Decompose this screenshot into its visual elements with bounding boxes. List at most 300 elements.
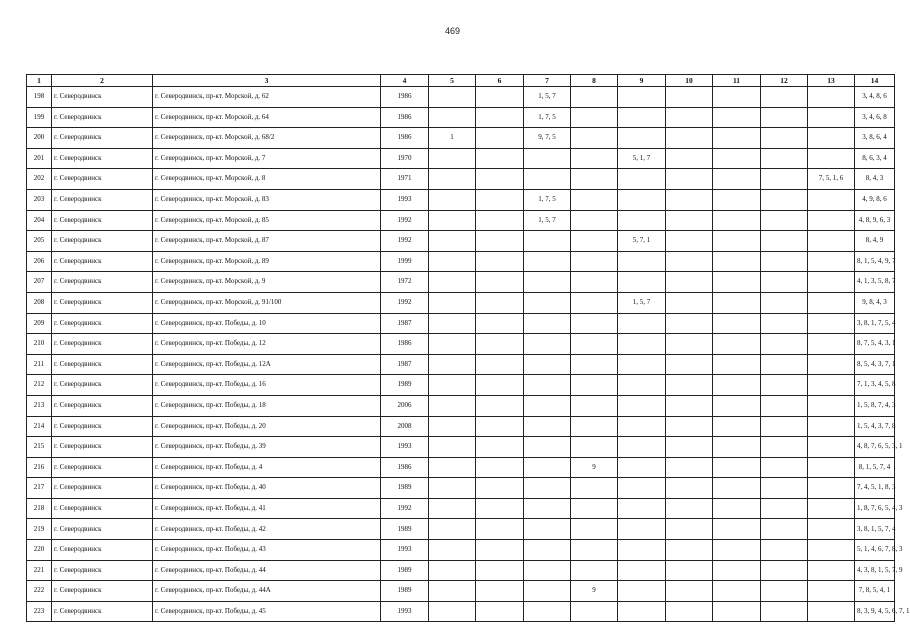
table-row [27,210,895,231]
col-11-value-cell [713,498,761,519]
col-8-value-cell [571,292,618,313]
col-12-value-cell [761,313,808,334]
year-built-cell: 1986 [381,128,429,149]
col-10-value-cell [666,210,713,231]
col-7-value-cell [524,416,571,437]
col-7-value-cell [524,231,571,252]
col-9-value-cell [618,313,666,334]
col-12-value-cell [761,437,808,458]
col-11-value-cell [713,210,761,231]
col-9-value-cell [618,189,666,210]
col-5-value-cell [429,292,476,313]
col-11-value-cell [713,189,761,210]
col-11-value-cell [713,313,761,334]
col-11-value-cell [713,354,761,375]
row-number-cell: 210 [27,334,52,355]
col-13-value-cell [808,478,855,499]
settlement-cell: г. Северодвинск [52,169,153,190]
col-10-value-cell [666,457,713,478]
col-14-value-cell: 8, 5, 4, 3, 7, 1 [855,354,895,375]
col-7-value-cell [524,251,571,272]
address-cell: г. Северодвинск, пр-кт. Победы, д. 4 [153,457,381,478]
settlement-cell: г. Северодвинск [52,231,153,252]
address-cell: г. Северодвинск, пр-кт. Морской, д. 8 [153,169,381,190]
table-row [27,498,895,519]
column-header: 5 [429,75,476,87]
col-14-value-cell: 9, 8, 4, 3 [855,292,895,313]
row-number-cell: 219 [27,519,52,540]
year-built-cell: 1972 [381,272,429,293]
col-7-value-cell [524,519,571,540]
address-cell: г. Северодвинск, пр-кт. Морской, д. 83 [153,189,381,210]
row-number-cell: 201 [27,148,52,169]
col-5-value-cell [429,540,476,561]
col-8-value-cell [571,231,618,252]
col-14-value-cell: 4, 3, 8, 1, 5, 7, 9 [855,560,895,581]
col-8-value-cell [571,148,618,169]
col-9-value-cell [618,498,666,519]
address-cell: г. Северодвинск, пр-кт. Морской, д. 91/100 [153,292,381,313]
col-9-value-cell [618,581,666,602]
col-11-value-cell [713,560,761,581]
col-8-value-cell [571,210,618,231]
column-header: 6 [476,75,524,87]
col-7-value-cell: 9, 7, 5 [524,128,571,149]
col-10-value-cell [666,334,713,355]
col-13-value-cell [808,251,855,272]
col-10-value-cell [666,107,713,128]
col-6-value-cell [476,519,524,540]
year-built-cell: 2006 [381,395,429,416]
row-number-cell: 202 [27,169,52,190]
col-12-value-cell [761,498,808,519]
col-13-value-cell [808,128,855,149]
col-9-value-cell [618,87,666,108]
col-10-value-cell [666,128,713,149]
column-header: 4 [381,75,429,87]
col-14-value-cell: 3, 8, 1, 7, 5, 4 [855,313,895,334]
col-12-value-cell [761,189,808,210]
col-11-value-cell [713,148,761,169]
table-row [27,354,895,375]
col-11-value-cell [713,87,761,108]
table-row [27,251,895,272]
col-12-value-cell [761,416,808,437]
col-11-value-cell [713,107,761,128]
col-10-value-cell [666,581,713,602]
col-6-value-cell [476,498,524,519]
col-14-value-cell: 8, 6, 3, 4 [855,148,895,169]
column-header: 10 [666,75,713,87]
col-5-value-cell [429,189,476,210]
col-7-value-cell [524,313,571,334]
address-cell: г. Северодвинск, пр-кт. Победы, д. 18 [153,395,381,416]
col-13-value-cell [808,189,855,210]
row-number-cell: 217 [27,478,52,499]
col-12-value-cell [761,395,808,416]
col-12-value-cell [761,231,808,252]
col-13-value-cell [808,498,855,519]
col-14-value-cell: 4, 1, 3, 5, 8, 7 [855,272,895,293]
col-10-value-cell [666,272,713,293]
housing-register-table [26,74,910,622]
address-cell: г. Северодвинск, пр-кт. Победы, д. 16 [153,375,381,396]
col-13-value-cell [808,416,855,437]
col-12-value-cell [761,107,808,128]
col-12-value-cell [761,581,808,602]
col-12-value-cell [761,560,808,581]
year-built-cell: 1993 [381,189,429,210]
col-14-value-cell: 7, 1, 3, 4, 5, 8 [855,375,895,396]
col-5-value-cell [429,272,476,293]
col-13-value-cell [808,292,855,313]
address-cell: г. Северодвинск, пр-кт. Победы, д. 10 [153,313,381,334]
col-7-value-cell [524,437,571,458]
settlement-cell: г. Северодвинск [52,107,153,128]
col-7-value-cell [524,457,571,478]
col-14-value-cell: 8, 4, 3 [855,169,895,190]
col-9-value-cell [618,437,666,458]
col-13-value-cell [808,437,855,458]
col-11-value-cell [713,416,761,437]
col-8-value-cell [571,128,618,149]
address-cell: г. Северодвинск, пр-кт. Победы, д. 44А [153,581,381,602]
col-12-value-cell [761,354,808,375]
col-14-value-cell: 7, 4, 5, 1, 8, 3 [855,478,895,499]
col-10-value-cell [666,189,713,210]
table-row [27,313,895,334]
col-8-value-cell [571,87,618,108]
col-10-value-cell [666,148,713,169]
settlement-cell: г. Северодвинск [52,210,153,231]
col-11-value-cell [713,272,761,293]
col-14-value-cell: 4, 8, 7, 6, 5, 3, 1 [855,437,895,458]
col-7-value-cell: 1, 7, 5 [524,107,571,128]
col-10-value-cell [666,478,713,499]
col-9-value-cell [618,457,666,478]
table-row [27,478,895,499]
col-13-value-cell [808,395,855,416]
row-number-cell: 206 [27,251,52,272]
settlement-cell: г. Северодвинск [52,148,153,169]
col-10-value-cell [666,169,713,190]
col-10-value-cell [666,519,713,540]
year-built-cell: 1989 [381,581,429,602]
address-cell: г. Северодвинск, пр-кт. Победы, д. 45 [153,601,381,622]
col-6-value-cell [476,457,524,478]
table-row [27,169,895,190]
col-9-value-cell [618,560,666,581]
col-12-value-cell [761,375,808,396]
col-5-value-cell [429,498,476,519]
address-cell: г. Северодвинск, пр-кт. Победы, д. 39 [153,437,381,458]
row-number-cell: 212 [27,375,52,396]
col-11-value-cell [713,334,761,355]
col-8-value-cell [571,251,618,272]
settlement-cell: г. Северодвинск [52,457,153,478]
address-cell: г. Северодвинск, пр-кт. Морской, д. 7 [153,148,381,169]
col-11-value-cell [713,251,761,272]
address-cell: г. Северодвинск, пр-кт. Морской, д. 68/2 [153,128,381,149]
col-13-value-cell [808,313,855,334]
col-5-value-cell [429,457,476,478]
row-number-cell: 215 [27,437,52,458]
col-6-value-cell [476,395,524,416]
col-7-value-cell [524,272,571,293]
year-built-cell: 1992 [381,231,429,252]
col-6-value-cell [476,169,524,190]
col-7-value-cell: 1, 7, 5 [524,189,571,210]
col-11-value-cell [713,478,761,499]
row-number-cell: 218 [27,498,52,519]
col-6-value-cell [476,189,524,210]
col-8-value-cell [571,498,618,519]
col-7-value-cell [524,354,571,375]
col-11-value-cell [713,540,761,561]
column-header: 1 [27,75,52,87]
col-13-value-cell [808,210,855,231]
col-14-value-cell: 7, 8, 5, 4, 1 [855,581,895,602]
year-built-cell: 1992 [381,210,429,231]
row-number-cell: 223 [27,601,52,622]
col-5-value-cell [429,334,476,355]
address-cell: г. Северодвинск, пр-кт. Победы, д. 40 [153,478,381,499]
col-12-value-cell [761,148,808,169]
col-8-value-cell [571,478,618,499]
col-10-value-cell [666,87,713,108]
col-8-value-cell [571,437,618,458]
col-10-value-cell [666,231,713,252]
col-13-value-cell [808,148,855,169]
row-number-cell: 221 [27,560,52,581]
col-6-value-cell [476,601,524,622]
col-10-value-cell [666,292,713,313]
col-9-value-cell [618,334,666,355]
col-8-value-cell [571,395,618,416]
col-14-value-cell: 4, 9, 8, 6 [855,189,895,210]
year-built-cell: 2008 [381,416,429,437]
col-7-value-cell [524,148,571,169]
col-13-value-cell [808,107,855,128]
address-cell: г. Северодвинск, пр-кт. Морской, д. 85 [153,210,381,231]
col-6-value-cell [476,540,524,561]
col-13-value-cell [808,519,855,540]
year-built-cell: 1992 [381,498,429,519]
col-6-value-cell [476,148,524,169]
row-number-cell: 208 [27,292,52,313]
col-5-value-cell [429,601,476,622]
col-8-value-cell [571,189,618,210]
col-14-value-cell: 8, 1, 5, 4, 9, 7 [855,251,895,272]
col-7-value-cell [524,169,571,190]
settlement-cell: г. Северодвинск [52,601,153,622]
row-number-cell: 205 [27,231,52,252]
table-row [27,272,895,293]
col-6-value-cell [476,231,524,252]
address-cell: г. Северодвинск, пр-кт. Победы, д. 12А [153,354,381,375]
col-7-value-cell [524,560,571,581]
col-6-value-cell [476,128,524,149]
col-12-value-cell [761,334,808,355]
col-11-value-cell [713,128,761,149]
col-6-value-cell [476,210,524,231]
table-row [27,519,895,540]
row-number-cell: 199 [27,107,52,128]
address-cell: г. Северодвинск, пр-кт. Морской, д. 89 [153,251,381,272]
table-row [27,457,895,478]
col-8-value-cell [571,560,618,581]
settlement-cell: г. Северодвинск [52,395,153,416]
col-5-value-cell: 1 [429,128,476,149]
settlement-cell: г. Северодвинск [52,189,153,210]
col-6-value-cell [476,437,524,458]
col-9-value-cell [618,107,666,128]
year-built-cell: 1992 [381,292,429,313]
col-14-value-cell: 4, 8, 9, 6, 3 [855,210,895,231]
address-cell: г. Северодвинск, пр-кт. Морской, д. 9 [153,272,381,293]
col-14-value-cell: 3, 4, 8, 6 [855,87,895,108]
col-6-value-cell [476,251,524,272]
col-12-value-cell [761,210,808,231]
col-8-value-cell [571,354,618,375]
col-10-value-cell [666,601,713,622]
year-built-cell: 1986 [381,107,429,128]
address-cell: г. Северодвинск, пр-кт. Победы, д. 20 [153,416,381,437]
settlement-cell: г. Северодвинск [52,87,153,108]
col-9-value-cell [618,169,666,190]
row-number-cell: 207 [27,272,52,293]
col-14-value-cell: 8, 7, 5, 4, 3, 1 [855,334,895,355]
year-built-cell: 1989 [381,560,429,581]
col-5-value-cell [429,478,476,499]
col-14-value-cell: 8, 3, 9, 4, 5, 6, 7, 1 [855,601,895,622]
col-10-value-cell [666,540,713,561]
settlement-cell: г. Северодвинск [52,272,153,293]
col-9-value-cell [618,478,666,499]
address-cell: г. Северодвинск, пр-кт. Морской, д. 87 [153,231,381,252]
table-row [27,581,895,602]
col-7-value-cell [524,581,571,602]
col-12-value-cell [761,87,808,108]
col-11-value-cell [713,437,761,458]
col-9-value-cell [618,395,666,416]
col-5-value-cell [429,210,476,231]
table-row [27,231,895,252]
col-10-value-cell [666,560,713,581]
col-14-value-cell: 8, 4, 9 [855,231,895,252]
col-9-value-cell [618,416,666,437]
col-12-value-cell [761,169,808,190]
table-row [27,334,895,355]
settlement-cell: г. Северодвинск [52,560,153,581]
address-cell: г. Северодвинск, пр-кт. Победы, д. 42 [153,519,381,540]
table-row [27,87,895,108]
col-5-value-cell [429,251,476,272]
col-11-value-cell [713,581,761,602]
col-6-value-cell [476,581,524,602]
settlement-cell: г. Северодвинск [52,334,153,355]
row-number-cell: 200 [27,128,52,149]
year-built-cell: 1971 [381,169,429,190]
col-12-value-cell [761,272,808,293]
col-11-value-cell [713,395,761,416]
table-body [27,87,910,622]
col-9-value-cell [618,540,666,561]
col-7-value-cell [524,292,571,313]
col-8-value-cell [571,313,618,334]
row-number-cell: 214 [27,416,52,437]
year-built-cell: 1999 [381,251,429,272]
col-14-value-cell: 5, 1, 4, 6, 7, 8, 3 [855,540,895,561]
col-13-value-cell [808,560,855,581]
table-row [27,148,895,169]
col-14-value-cell: 1, 8, 7, 6, 5, 4, 3 [855,498,895,519]
col-5-value-cell [429,313,476,334]
col-13-value-cell [808,334,855,355]
col-10-value-cell [666,437,713,458]
col-12-value-cell [761,478,808,499]
col-8-value-cell [571,519,618,540]
address-cell: г. Северодвинск, пр-кт. Морской, д. 64 [153,107,381,128]
row-number-cell: 222 [27,581,52,602]
table-row [27,540,895,561]
address-cell: г. Северодвинск, пр-кт. Победы, д. 41 [153,498,381,519]
year-built-cell: 1986 [381,334,429,355]
row-number-cell: 211 [27,354,52,375]
col-8-value-cell: 9 [571,581,618,602]
col-13-value-cell [808,231,855,252]
column-header: 13 [808,75,855,87]
table-row [27,560,895,581]
column-header: 3 [153,75,381,87]
column-header: 11 [713,75,761,87]
settlement-cell: г. Северодвинск [52,416,153,437]
col-10-value-cell [666,354,713,375]
settlement-cell: г. Северодвинск [52,128,153,149]
col-9-value-cell: 5, 1, 7 [618,148,666,169]
col-6-value-cell [476,560,524,581]
table-row [27,601,895,622]
col-8-value-cell [571,334,618,355]
col-6-value-cell [476,334,524,355]
col-5-value-cell [429,560,476,581]
settlement-cell: г. Северодвинск [52,437,153,458]
settlement-cell: г. Северодвинск [52,292,153,313]
col-7-value-cell [524,375,571,396]
address-cell: г. Северодвинск, пр-кт. Морской, д. 62 [153,87,381,108]
address-cell: г. Северодвинск, пр-кт. Победы, д. 44 [153,560,381,581]
col-5-value-cell [429,395,476,416]
col-8-value-cell [571,169,618,190]
year-built-cell: 1986 [381,87,429,108]
year-built-cell: 1993 [381,601,429,622]
col-5-value-cell [429,148,476,169]
year-built-cell: 1989 [381,375,429,396]
settlement-cell: г. Северодвинск [52,540,153,561]
settlement-cell: г. Северодвинск [52,581,153,602]
row-number-cell: 220 [27,540,52,561]
table-row [27,128,895,149]
col-10-value-cell [666,416,713,437]
table-row [27,189,895,210]
col-7-value-cell [524,540,571,561]
row-number-cell: 203 [27,189,52,210]
col-6-value-cell [476,478,524,499]
col-10-value-cell [666,375,713,396]
col-9-value-cell [618,272,666,293]
col-6-value-cell [476,375,524,396]
col-13-value-cell [808,272,855,293]
